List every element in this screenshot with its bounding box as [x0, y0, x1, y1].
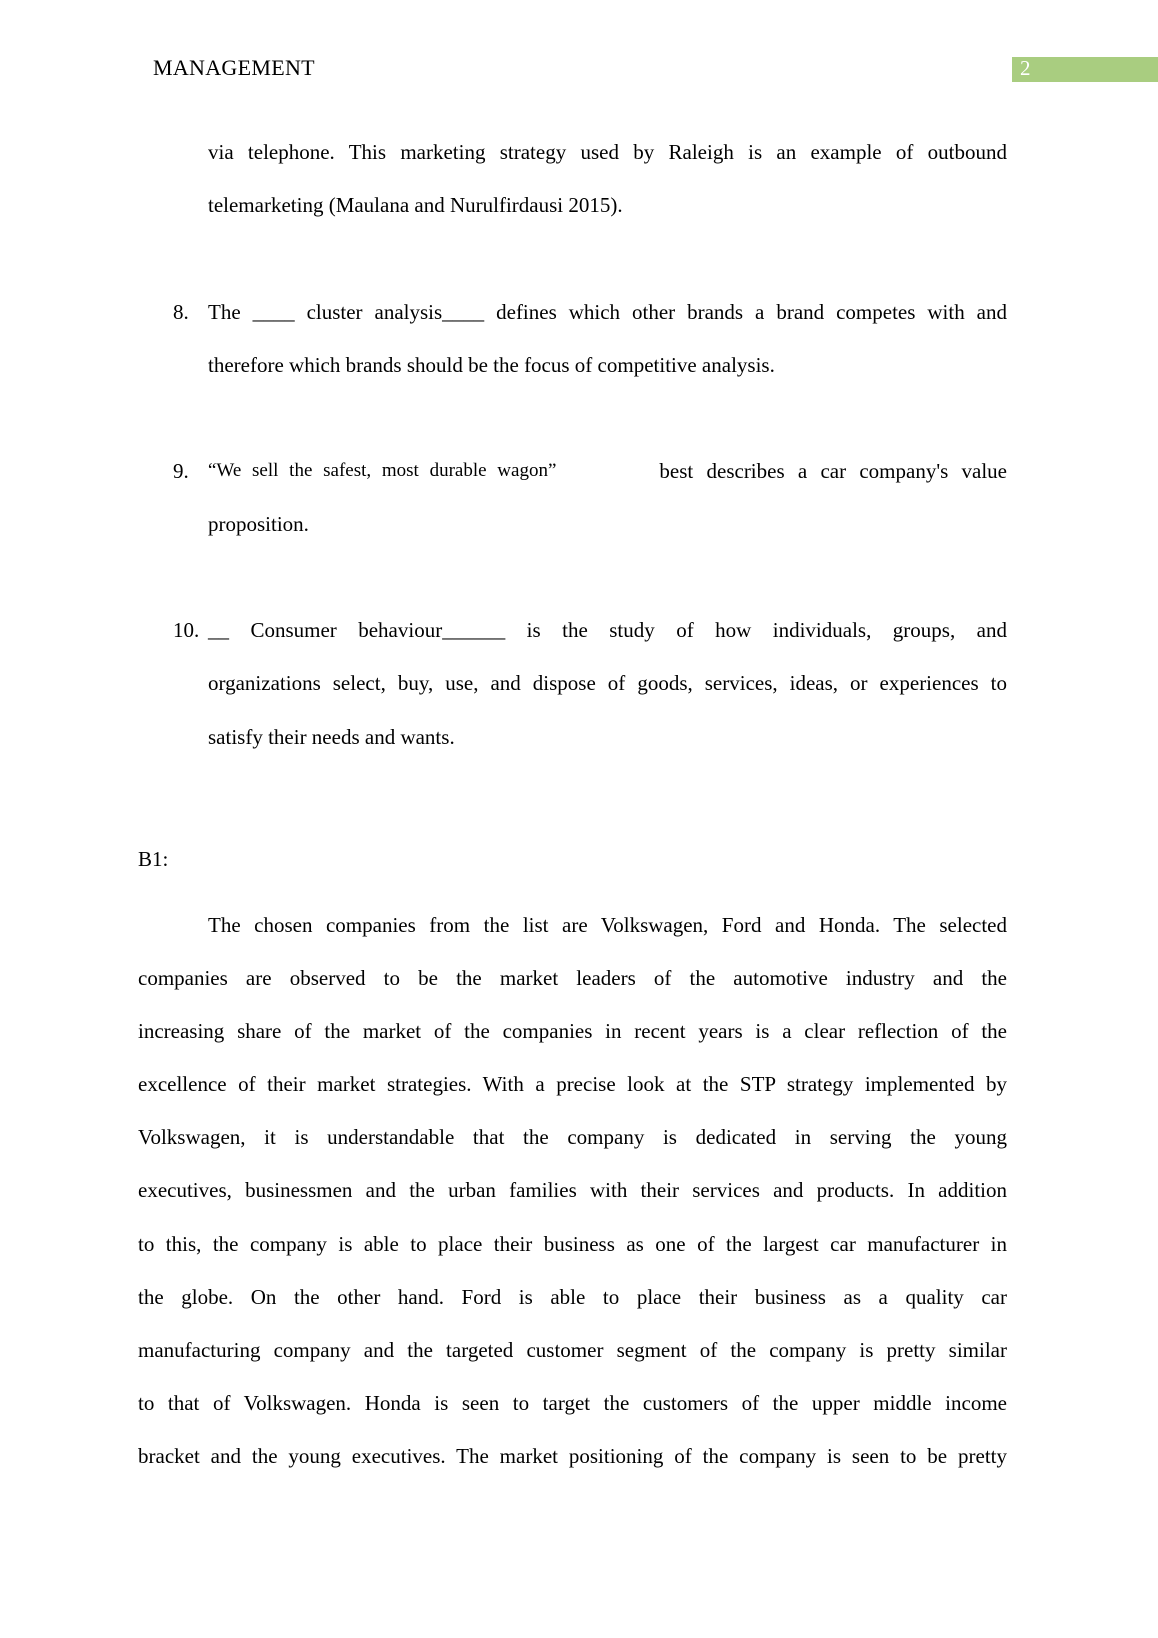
paragraph-line: executives, businessmen and the urban families with their services and products. In addition	[138, 1178, 1007, 1202]
list-item-line	[208, 459, 1007, 483]
paragraph-line: bracket and the young executives. The market positioning of the company is seen to be pretty	[138, 1444, 1007, 1468]
header-title: MANAGEMENT	[153, 55, 315, 80]
intro-line-2: telemarketing (Maulana and Nurulfirdausi 2015).	[208, 193, 623, 217]
list-item-line: satisfy their needs and wants.	[208, 725, 455, 749]
list-item-number: 9.	[173, 459, 189, 483]
list-item-line: __ Consumer behaviour______ is the study of how individuals, groups, and	[208, 618, 1007, 642]
quote-rest: best describes a car company's value	[659, 459, 1007, 483]
list-item-line: proposition.	[208, 512, 309, 536]
list-item-line: therefore which brands should be the focus of competitive analysis.	[208, 353, 775, 377]
paragraph-line: excellence of their market strategies. With a precise look at the STP strategy implemented by	[138, 1072, 1007, 1096]
quote-text: “We sell the safest, most durable wagon”	[208, 460, 557, 481]
paragraph-line: increasing share of the market of the companies in recent years is a clear reflection of the	[138, 1019, 1007, 1043]
section-heading: B1:	[138, 847, 169, 871]
list-item-number: 10.	[173, 618, 200, 642]
paragraph-line: the globe. On the other hand. Ford is able to place their business as a quality car	[138, 1285, 1007, 1309]
list-item-number: 8.	[173, 300, 189, 324]
list-item-line: The ____ cluster analysis____ defines which other brands a brand competes with and	[208, 300, 1007, 324]
paragraph-line: to this, the company is able to place their business as one of the largest car manufacturer in	[138, 1232, 1007, 1256]
paragraph-line: to that of Volkswagen. Honda is seen to target the customers of the upper middle income	[138, 1391, 1007, 1415]
paragraph-line: companies are observed to be the market leaders of the automotive industry and the	[138, 966, 1007, 990]
paragraph-line: Volkswagen, it is understandable that the company is dedicated in serving the young	[138, 1125, 1007, 1149]
list-item-line: organizations select, buy, use, and dispose of goods, services, ideas, or experiences to	[208, 671, 1007, 695]
page-number-badge	[1012, 57, 1158, 82]
paragraph-line: The chosen companies from the list are Volkswagen, Ford and Honda. The selected	[208, 913, 1007, 937]
page-number: 2	[1020, 56, 1031, 80]
intro-line-1: via telephone. This marketing strategy used by Raleigh is an example of outbound	[208, 140, 1007, 164]
paragraph-line: manufacturing company and the targeted customer segment of the company is pretty similar	[138, 1338, 1007, 1362]
